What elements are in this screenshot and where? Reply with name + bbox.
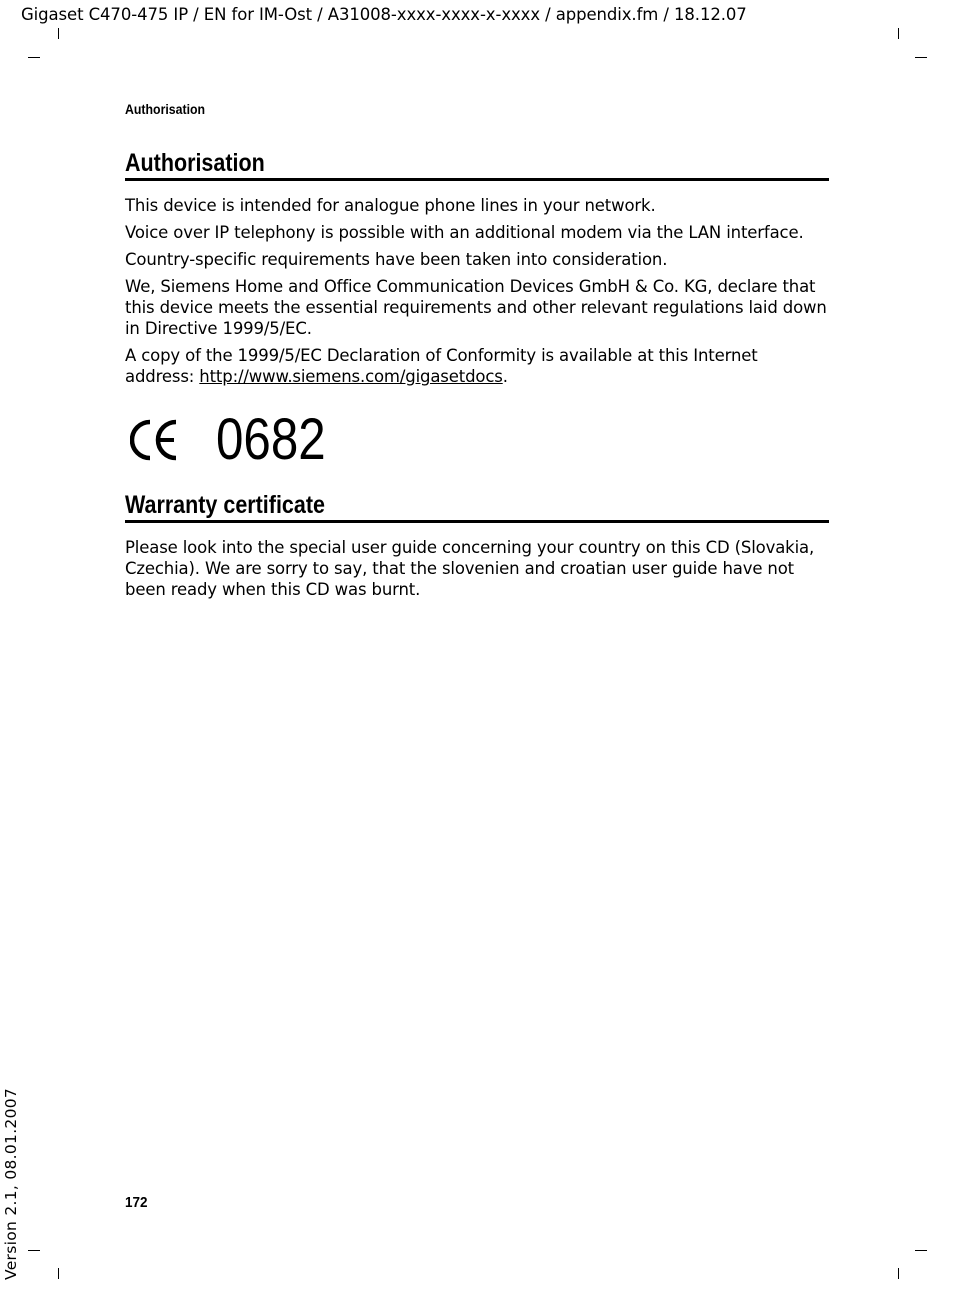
authorisation-heading xyxy=(125,148,829,181)
document-file-info: Gigaset C470-475 IP / EN for IM-Ost / A31008-xxxx-xxxx-x-xxxx / appendix.fm / 18.12.07 xyxy=(21,5,747,24)
ce-mark-icon xyxy=(130,418,180,462)
crop-mark xyxy=(28,57,40,58)
authorisation-paragraph: Country-specific requirements have been taken into consideration. xyxy=(125,250,668,269)
crop-mark xyxy=(915,57,927,58)
crop-mark xyxy=(58,28,59,39)
conformity-paragraph xyxy=(125,345,825,387)
page-number: 172 xyxy=(125,1194,148,1211)
authorisation-paragraph: This device is intended for analogue phone lines in your network. xyxy=(125,196,656,215)
version-label: Version 2.1, 08.01.2007 xyxy=(2,1087,20,1280)
notified-body-number: 0682 xyxy=(216,407,326,472)
crop-mark xyxy=(898,1268,899,1279)
running-head: Authorisation xyxy=(125,101,206,117)
gigasetdocs-link[interactable]: http://www.siemens.com/gigasetdocs xyxy=(199,367,503,386)
conformity-period: . xyxy=(502,367,508,386)
authorisation-title: Authorisation xyxy=(125,149,265,177)
authorisation-paragraph: We, Siemens Home and Office Communication Devices GmbH & Co. KG, declare that this device meets the essential requirements and other relevant regulations laid down in Directive 1999/5/EC. xyxy=(125,277,827,338)
crop-mark xyxy=(28,1250,40,1251)
warranty-paragraph: Please look into the special user guide concerning your country on this CD (Slovakia, Czechia). We are sorry to say, that the slovenien and croatian user guide have not been ready when this CD was burnt. xyxy=(125,538,815,599)
crop-mark xyxy=(898,28,899,39)
crop-mark xyxy=(915,1250,927,1251)
warranty-heading xyxy=(125,490,829,523)
warranty-title: Warranty certificate xyxy=(125,491,325,519)
authorisation-paragraph: Voice over IP telephony is possible with an additional modem via the LAN interface. xyxy=(125,223,804,242)
crop-mark xyxy=(58,1268,59,1279)
conformity-text: A copy of the 1999/5/EC Declaration of Conformity is available at this Internet address: xyxy=(125,346,758,386)
